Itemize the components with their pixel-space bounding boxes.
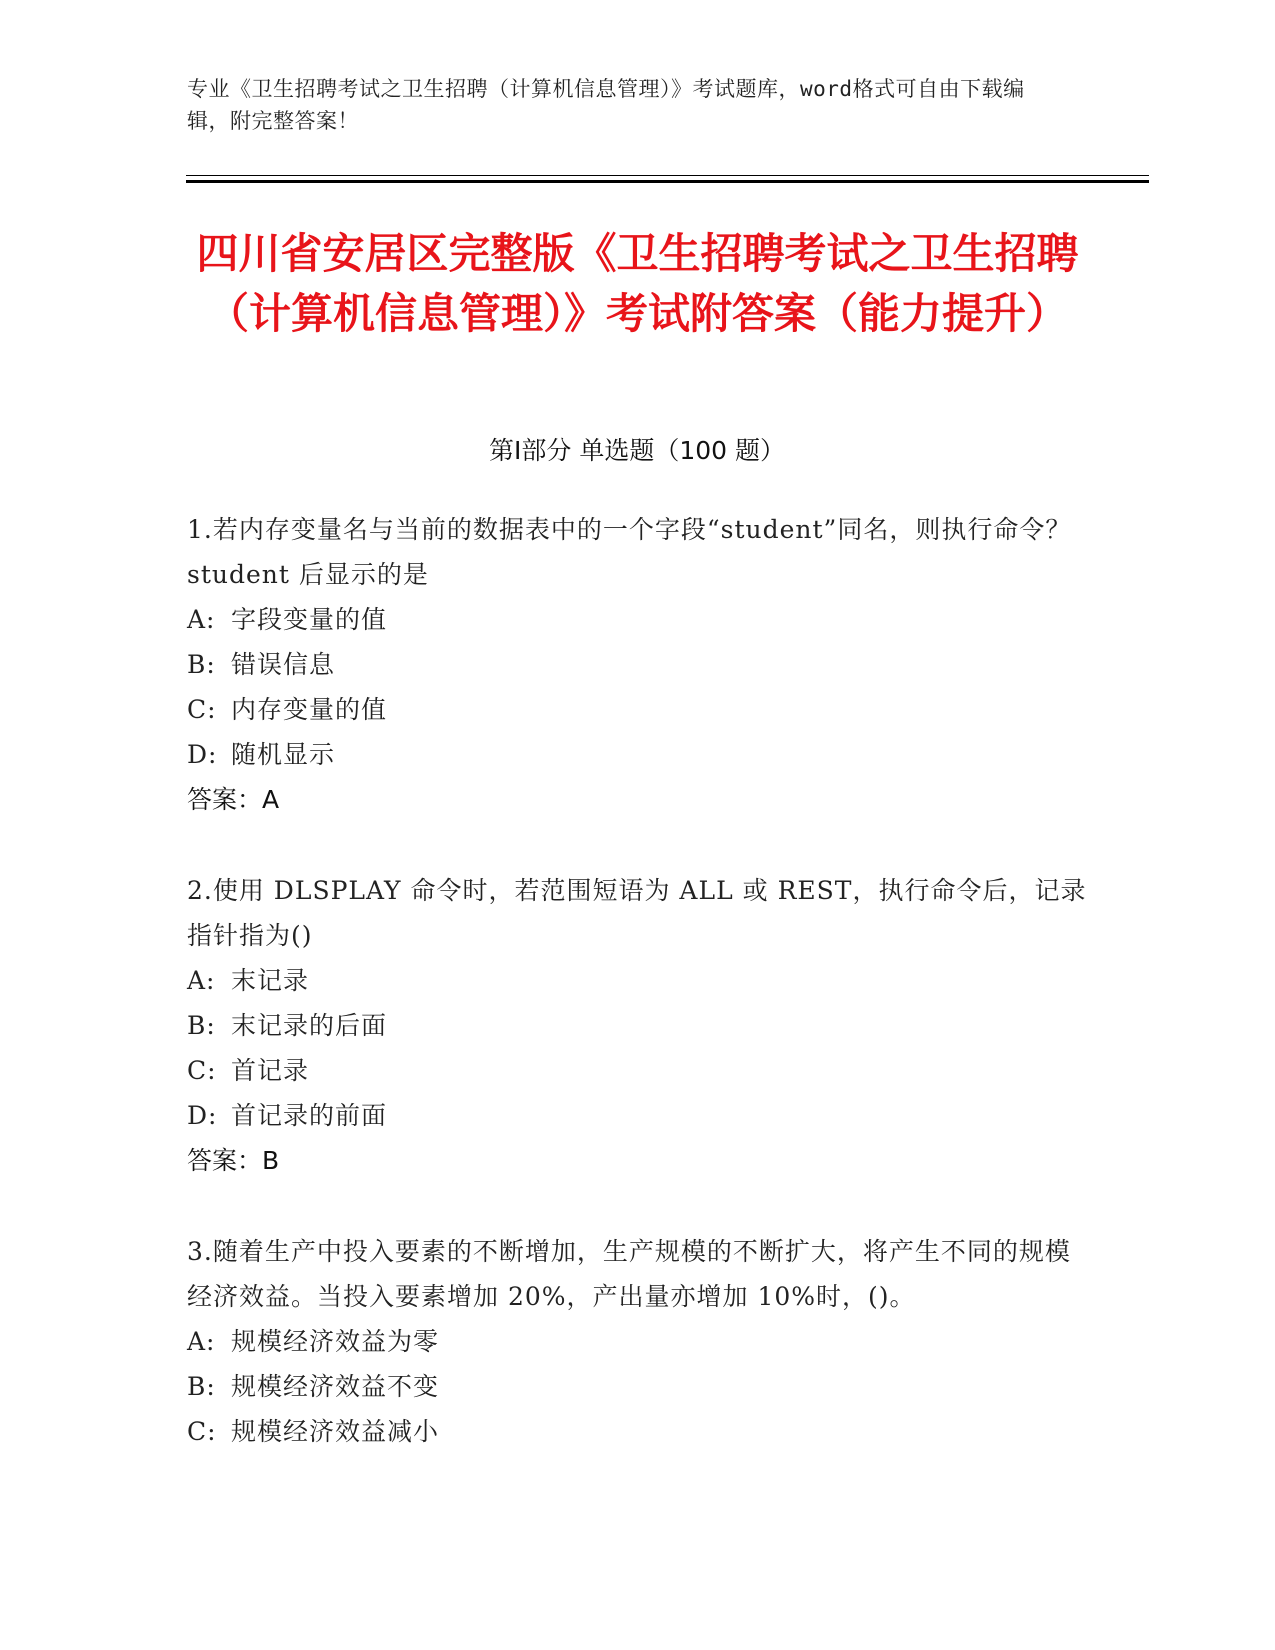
option-key: B: (187, 1372, 216, 1401)
section-title: 第Ⅰ部分 单选题（100 题） (489, 436, 785, 465)
question-stem: 3.随着生产中投入要素的不断增加，生产规模的不断扩大，将产生不同的规模经济效益。当投入要素增加 20%，产出量亦增加 10%时，()。 (187, 1237, 1071, 1311)
option-text: 末记录 (231, 966, 310, 995)
question-2 (187, 868, 1087, 1183)
option-text: 内存变量的值 (231, 695, 388, 724)
option-text: 规模经济效益减小 (231, 1417, 440, 1446)
question-stem: 1.若内存变量名与当前的数据表中的一个字段“student”同名，则执行命令？student 后显示的是 (187, 515, 1072, 589)
answer-line: 答案：A (187, 785, 280, 814)
question-stem: 2.使用 DLSPLAY 命令时，若范围短语为 ALL 或 REST，执行命令后，记录指针指为() (187, 876, 1087, 950)
option-c (187, 1048, 1087, 1093)
option-key: D: (187, 740, 218, 769)
option-b (187, 1364, 1087, 1409)
option-c (187, 1409, 1087, 1454)
header-note: 专业《卫生招聘考试之卫生招聘（计算机信息管理）》考试题库，word格式可自由下载编辑，附完整答案！ (187, 77, 1025, 133)
option-key: C: (187, 695, 217, 724)
question-3 (187, 1229, 1087, 1454)
option-key: A: (187, 605, 216, 634)
option-a (187, 1319, 1087, 1364)
option-text: 字段变量的值 (231, 605, 388, 634)
option-key: A: (187, 966, 216, 995)
option-d (187, 1093, 1087, 1138)
option-text: 首记录的前面 (231, 1101, 388, 1130)
option-d (187, 732, 1087, 777)
option-a (187, 958, 1087, 1003)
header-divider-thick (186, 180, 1149, 183)
option-key: C: (187, 1417, 217, 1446)
option-text: 规模经济效益为零 (231, 1327, 440, 1356)
option-text: 规模经济效益不变 (231, 1372, 440, 1401)
option-key: A: (187, 1327, 216, 1356)
option-c (187, 687, 1087, 732)
document-title: 四川省安居区完整版《卫生招聘考试之卫生招聘（计算机信息管理）》考试附答案（能力提升） (196, 229, 1079, 338)
option-key: B: (187, 650, 216, 679)
option-key: D: (187, 1101, 218, 1130)
option-text: 首记录 (231, 1056, 310, 1085)
option-key: B: (187, 1011, 216, 1040)
option-text: 末记录的后面 (231, 1011, 388, 1040)
option-b (187, 642, 1087, 687)
header-divider-thin (186, 175, 1149, 176)
option-a (187, 597, 1087, 642)
option-text: 随机显示 (231, 740, 336, 769)
option-b (187, 1003, 1087, 1048)
option-text: 错误信息 (231, 650, 336, 679)
answer-line: 答案：B (187, 1146, 280, 1175)
option-key: C: (187, 1056, 217, 1085)
question-1 (187, 507, 1087, 822)
